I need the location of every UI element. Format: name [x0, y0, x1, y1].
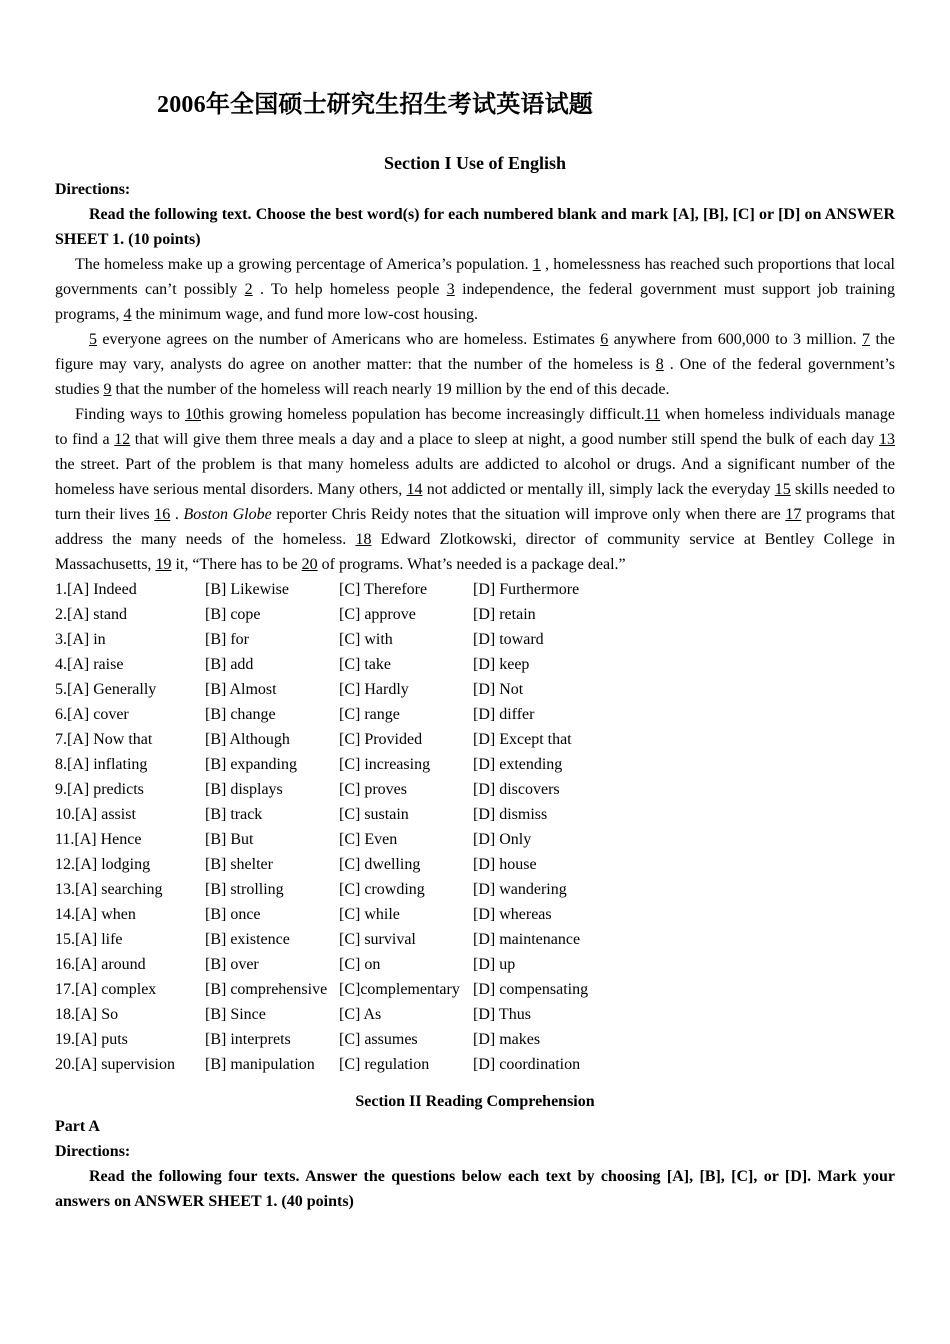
blank-1: 1 [532, 256, 541, 273]
option-row-2: 2.[A] stand [B] cope [C] approve [D] retain [55, 606, 536, 623]
blank-13: 13 [879, 431, 895, 448]
option-row-7: 7.[A] Now that [B] Although [C] Provided [D] Except that [55, 731, 572, 748]
option-row-10: 10.[A] assist [B] track [C] sustain [D] dismiss [55, 806, 548, 823]
option-row-14: 14.[A] when [B] once [C] while [D] whereas [55, 906, 552, 923]
section-1-directions-text: Read the following text. Choose the best word(s) for each numbered blank and mark [A], [B], [C] or [D] on ANSWER SHEET 1. (10 points) [55, 206, 895, 248]
option-row-15: 15.[A] life [B] existence [C] survival [D] maintenance [55, 931, 581, 948]
option-row-3: 3.[A] in [B] for [C] with [D] toward [55, 631, 544, 648]
blank-7: 7 [862, 331, 871, 348]
blank-11: 11 [644, 406, 661, 423]
blank-12: 12 [114, 431, 131, 448]
blank-18: 18 [355, 531, 372, 548]
option-row-19: 19.[A] puts [B] interprets [C] assumes [D] makes [55, 1031, 541, 1048]
option-row-18: 18.[A] So [B] Since [C] As [D] Thus [55, 1006, 531, 1023]
blank-5: 5 [89, 331, 97, 348]
section-2-directions-text: Read the following four texts. Answer the questions below each text by choosing [A], [B], [C], or [D]. Mark your answers on ANSWER SHEET 1. (40 points) [55, 1168, 895, 1210]
blank-4: 4 [123, 306, 132, 323]
section-2-heading: Section II Reading Comprehension [355, 1093, 595, 1110]
blank-15: 15 [774, 481, 791, 498]
options-list [55, 577, 895, 1077]
exam-title [157, 84, 593, 119]
title-text: 年全国硕士研究生招生考试英语试题 [205, 89, 594, 118]
blank-17: 17 [785, 506, 802, 523]
blank-3: 3 [446, 281, 455, 298]
blank-9: 9 [103, 381, 112, 398]
option-row-4: 4.[A] raise [B] add [C] take [D] keep [55, 656, 530, 673]
option-row-11: 11.[A] Hence [B] But [C] Even [D] Only [55, 831, 532, 848]
blank-19: 19 [155, 556, 172, 573]
option-row-16: 16.[A] around [B] over [C] on [D] up [55, 956, 516, 973]
option-row-17: 17.[A] complex [B] comprehensive [C]complementary [D] compensating [55, 981, 589, 998]
newspaper-name: Boston Globe [183, 506, 272, 523]
blank-2: 2 [244, 281, 253, 298]
passage-paragraph-1: The homeless make up a growing percentage of America’s population. 1 , homelessness has reached such proportions that local governments can’t possibly 2 . To help homeless people 3 independence, the federal government must support job training programs, 4 the minimum wage, and fund more low-cost housing. [55, 256, 896, 323]
passage-paragraph-2: 5 everyone agrees on the number of Americans who are homeless. Estimates 6 anywhere from 600,000 to 3 million. 7 the figure may vary, analysts do agree on another matter: that the number of the homeless is 8 . One of the federal government’s studies 9 that the number of the homeless will reach nearly 19 million by the end of this decade. [55, 331, 895, 398]
option-row-1: 1.[A] Indeed [B] Likewise [C] Therefore [D] Furthermore [55, 581, 580, 598]
option-row-9: 9.[A] predicts [B] displays [C] proves [D] discovers [55, 781, 560, 798]
option-row-5: 5.[A] Generally [B] Almost [C] Hardly [D] Not [55, 681, 524, 698]
section-2-part-label: Part A [55, 1118, 100, 1135]
blank-14: 14 [406, 481, 423, 498]
option-row-20: 20.[A] supervision [B] manipulation [C] regulation [D] coordination [55, 1056, 581, 1073]
option-row-8: 8.[A] inflating [B] expanding [C] increasing [D] extending [55, 756, 563, 773]
section-1-heading: Section I Use of English [383, 153, 567, 173]
blank-8: 8 [655, 356, 664, 373]
content [55, 177, 895, 1214]
title-year: 2006 [157, 92, 206, 118]
passage-paragraph-3: Finding ways to 10this growing homeless population has become increasingly difficult.11 when homeless individuals manage to find a 12 that will give them three meals a day and a place to sleep at night, a good number still spend the bulk of each day 13 the street. Part of the problem is that many homeless adults are addicted to alcohol or drugs. And a significant number of the homeless have serious mental disorders. Many others, 14 not addicted or mentally ill, simply lack the everyday 15 skills needed to turn their lives 16 . Boston Globe reporter Chris Reidy notes that the situation will improve only when there are 17 programs that address the many needs of the homeless. 18 Edward Zlotkowski, director of community service at Bentley College in Massachusetts, 19 it, “There has to be 20 of programs. What’s needed is a package deal.” [55, 406, 896, 573]
option-row-12: 12.[A] lodging [B] shelter [C] dwelling [D] house [55, 856, 537, 873]
option-row-6: 6.[A] cover [B] change [C] range [D] differ [55, 706, 535, 723]
blank-16: 16 [154, 506, 171, 523]
section-1-directions-label: Directions: [55, 181, 131, 198]
blank-10: 10 [185, 406, 201, 423]
blank-20: 20 [301, 556, 318, 573]
section-2-directions-label: Directions: [55, 1143, 131, 1160]
blank-6: 6 [600, 331, 609, 348]
option-row-13: 13.[A] searching [B] strolling [C] crowding [D] wandering [55, 881, 567, 898]
